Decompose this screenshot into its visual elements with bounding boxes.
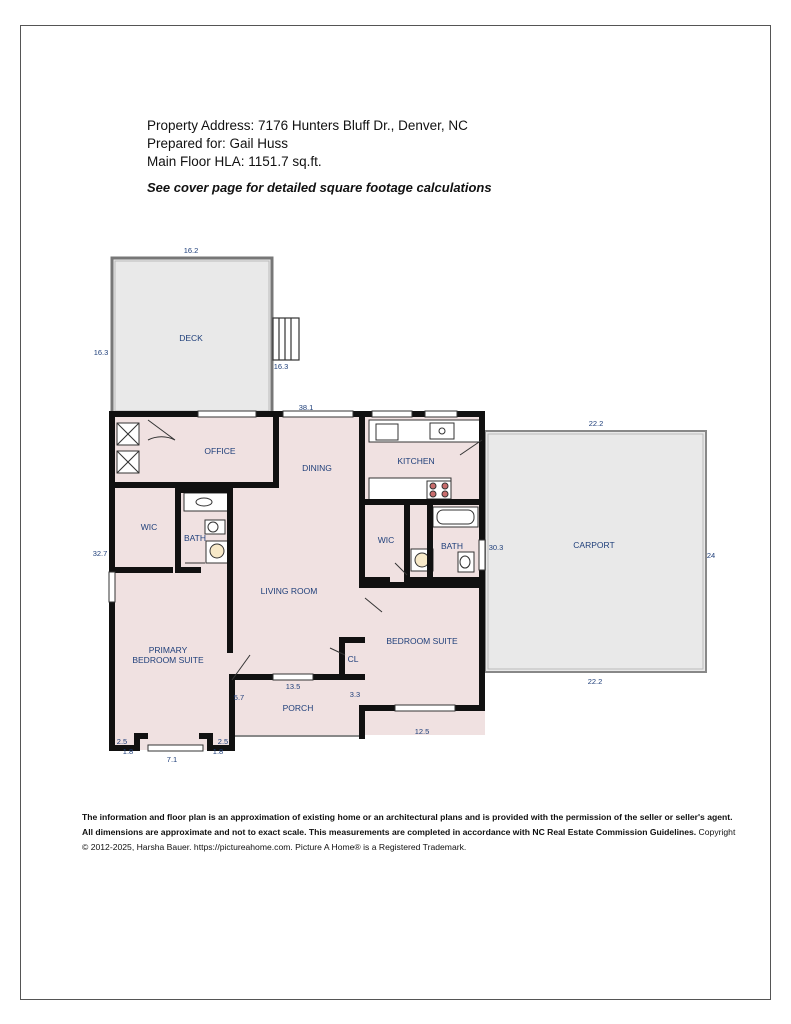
dim-carport-top: 22.2 bbox=[588, 419, 604, 428]
dim-bay-right-a: 2.5 bbox=[217, 737, 229, 746]
room-bath-1: BATH bbox=[183, 533, 207, 543]
disclaimer-copyright: Copyright © 2012-2025, Harsha Bauer. https://pictureahome.com. Picture A Home® is a Registered Trademark. bbox=[82, 827, 736, 852]
room-office: OFFICE bbox=[204, 446, 236, 456]
disclaimer-bold: The information and floor plan is an approximation of existing home or an architectural plans and is provided with the permission of the seller or seller's agent. All dimensions are approximate and not to exact scale. This measurements are completed in accordance with NC Real Estate Commission Guidelines. bbox=[82, 812, 733, 837]
main-floor-hla: Main Floor HLA: 1151.7 sq.ft. bbox=[147, 154, 322, 169]
room-bath-2: BATH bbox=[440, 541, 464, 551]
room-bedroom-suite: BEDROOM SUITE bbox=[386, 636, 458, 646]
property-address: Property Address: 7176 Hunters Bluff Dr., Denver, NC bbox=[147, 118, 468, 133]
room-primary-line2: BEDROOM SUITE bbox=[132, 655, 204, 665]
dim-carport-bottom: 22.2 bbox=[587, 677, 603, 686]
room-porch: PORCH bbox=[282, 703, 314, 713]
room-closet: CL bbox=[347, 654, 359, 664]
dim-deck-right: 16.3 bbox=[273, 362, 289, 371]
dim-porch-right: 3.3 bbox=[349, 690, 361, 699]
fridge-icon bbox=[376, 424, 398, 440]
room-wic-1: WIC bbox=[140, 522, 158, 532]
room-kitchen: KITCHEN bbox=[397, 456, 435, 466]
disclaimer bbox=[82, 810, 742, 855]
dim-bath-right: 30.3 bbox=[488, 543, 504, 552]
dim-carport-right: 24 bbox=[706, 551, 716, 560]
room-carport: CARPORT bbox=[573, 540, 615, 550]
dim-bay-right-b: 1.8 bbox=[212, 747, 224, 756]
room-wic-2: WIC bbox=[377, 535, 395, 545]
carport-area bbox=[485, 431, 706, 672]
room-deck: DECK bbox=[179, 333, 203, 343]
dim-house-top: 38.1 bbox=[298, 403, 314, 412]
dim-porch-top: 13.5 bbox=[285, 682, 301, 691]
room-dining: DINING bbox=[302, 463, 332, 473]
prepared-for: Prepared for: Gail Huss bbox=[147, 136, 289, 151]
dim-porch-left: 5.7 bbox=[233, 693, 245, 702]
cover-page-note: See cover page for detailed square footage calculations bbox=[147, 180, 492, 195]
dim-deck-left: 16.3 bbox=[93, 348, 109, 357]
dim-house-left: 32.7 bbox=[92, 549, 108, 558]
dim-bay-left-b: 1.8 bbox=[122, 747, 134, 756]
dim-bay-left-a: 2.5 bbox=[116, 737, 128, 746]
dim-bed-bottom: 12.5 bbox=[414, 727, 430, 736]
sink-icon bbox=[430, 423, 454, 439]
deck-stairs-icon bbox=[273, 318, 299, 360]
stove-icon bbox=[427, 481, 451, 499]
dim-bay-bottom: 7.1 bbox=[166, 755, 178, 764]
dim-deck-top: 16.2 bbox=[183, 246, 199, 255]
room-living: LIVING ROOM bbox=[260, 586, 318, 596]
room-primary-line1: PRIMARY bbox=[148, 645, 188, 655]
